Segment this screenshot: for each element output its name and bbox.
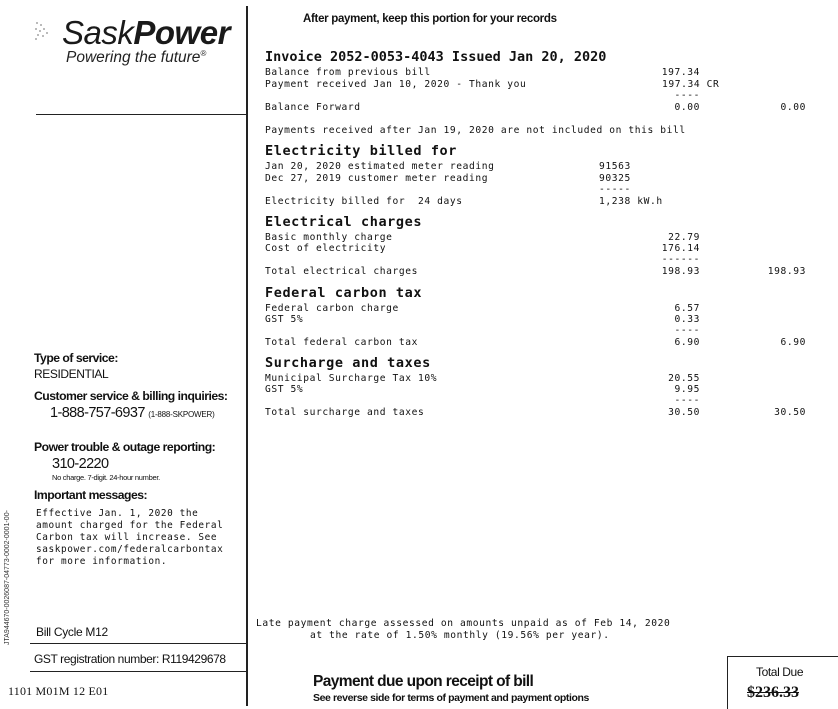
surcharge-heading: Surcharge and taxes (265, 355, 431, 371)
carbon-charge-label: Federal carbon charge (265, 303, 399, 314)
surcharge-gst-value: 9.95 (674, 384, 700, 395)
reading2-value: 90325 (599, 173, 631, 184)
municipal-surcharge-value: 20.55 (668, 373, 700, 384)
stub-header: After payment, keep this portion for your records (303, 13, 557, 25)
dash-line: ---- (674, 395, 700, 406)
balance-forward-total: 0.00 (780, 102, 806, 113)
important-messages-label: Important messages: (34, 488, 148, 502)
carbon-gst-value: 0.33 (674, 314, 700, 325)
reading1-label: Jan 20, 2020 estimated meter reading (265, 161, 495, 172)
balance-forward-value: 0.00 (674, 102, 700, 113)
carbon-gst-label: GST 5% (265, 314, 304, 325)
reading2-label: Dec 27, 2019 customer meter reading (265, 173, 489, 184)
route-code: 1101 M01M 12 E01 (8, 684, 109, 698)
late-payment-line1: Late payment charge assessed on amounts unpaid as of Feb 14, 2020 (256, 618, 671, 629)
payments-notice: Payments received after Jan 19, 2020 are not included on this bill (265, 125, 686, 136)
balance-forward-label: Balance Forward (265, 102, 361, 113)
basic-charge-label: Basic monthly charge (265, 232, 393, 243)
electricity-billed-label: Electricity billed for 24 days (265, 196, 463, 207)
invoice-title: Invoice 2052-0053-4043 Issued Jan 20, 2020 (265, 49, 607, 65)
dash-line: ---- (674, 90, 700, 101)
bill-cycle: Bill Cycle M12 (36, 625, 108, 639)
cost-electricity-label: Cost of electricity (265, 243, 387, 254)
total-carbon-label: Total federal carbon tax (265, 337, 419, 348)
balance-previous-label: Balance from previous bill (265, 67, 431, 78)
basic-charge-value: 22.79 (668, 232, 700, 243)
customer-service-phone: 1-888-757-6937 (1-888-SKPOWER) (50, 405, 215, 421)
municipal-surcharge-label: Municipal Surcharge Tax 10% (265, 373, 438, 384)
total-surcharge-right: 30.50 (774, 407, 806, 418)
total-due-value: $236.33 (747, 684, 799, 701)
type-of-service-label: Type of service: (34, 351, 118, 365)
outage-label: Power trouble & outage reporting: (34, 440, 216, 454)
dash-line: ---- (674, 325, 700, 336)
gst-registration: GST registration number: R119429678 (34, 652, 226, 666)
sidebar-divider-cycle (30, 643, 247, 644)
total-surcharge-label: Total surcharge and taxes (265, 407, 425, 418)
saskpower-logo-mark-icon (34, 20, 52, 42)
balance-previous-value: 197.34 (661, 67, 700, 78)
customer-service-label: Customer service & billing inquiries: (34, 389, 228, 403)
type-of-service-value: RESIDENTIAL (34, 367, 109, 381)
dash-line: ------ (661, 254, 700, 265)
sidebar-divider-gst (30, 671, 247, 672)
total-carbon-right: 6.90 (780, 337, 806, 348)
total-carbon-value: 6.90 (674, 337, 700, 348)
total-electrical-label: Total electrical charges (265, 266, 419, 277)
carbon-tax-heading: Federal carbon tax (265, 285, 423, 301)
logo-tagline: Powering the future® (66, 49, 207, 67)
outage-phone: 310-2220 (52, 456, 109, 472)
total-due-label: Total Due (756, 665, 804, 679)
saskpower-logo: SaskPower (62, 14, 230, 51)
total-surcharge-value: 30.50 (668, 407, 700, 418)
total-electrical-right: 198.93 (767, 266, 806, 277)
dash-line: ----- (599, 184, 631, 195)
surcharge-gst-label: GST 5% (265, 384, 304, 395)
electricity-billed-value: 1,238 kW.h (599, 196, 663, 207)
vertical-divider (246, 6, 248, 706)
late-payment-line2: at the rate of 1.50% monthly (19.56% per year). (310, 630, 610, 641)
payment-received-label: Payment received Jan 10, 2020 - Thank you (265, 79, 527, 90)
electricity-heading: Electricity billed for (265, 143, 458, 159)
document-code-vertical: JTA944670-0026087-04773-0002-0001-00- (4, 510, 11, 645)
payment-received-value: 197.34 CR (662, 79, 720, 90)
total-electrical-value: 198.93 (661, 266, 700, 277)
electrical-charges-heading: Electrical charges (265, 214, 423, 230)
reading1-value: 91563 (599, 161, 631, 172)
payment-due-heading: Payment due upon receipt of bill (313, 673, 534, 690)
sidebar-divider-top (36, 114, 246, 115)
important-message: Effective Jan. 1, 2020 the amount charged for the Federal Carbon tax will increase. See saskpower.com/federalcarbontax for more information. (36, 508, 224, 567)
payment-due-note: See reverse side for terms of payment and payment options (313, 692, 589, 704)
cost-electricity-value: 176.14 (661, 243, 700, 254)
outage-note: No charge. 7-digit. 24-hour number. (52, 473, 160, 482)
carbon-charge-value: 6.57 (674, 303, 700, 314)
